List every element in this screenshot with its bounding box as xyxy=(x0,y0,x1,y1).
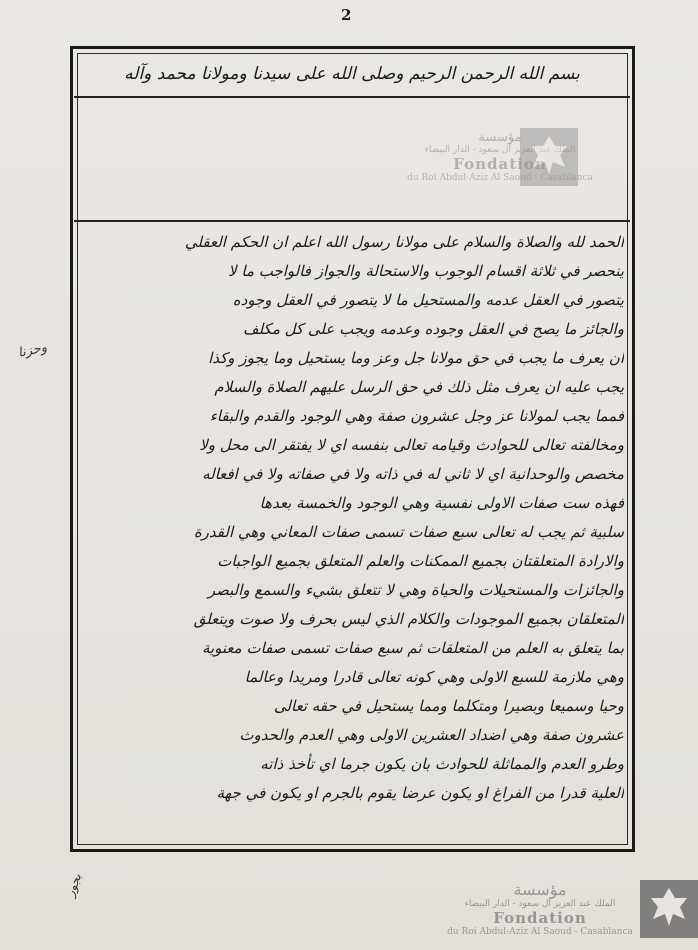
text-line: فمما يجب لمولانا عز وجل عشرون صفة وهي الوجود والقدم والبقاء xyxy=(209,407,624,425)
text-line: سلبية ثم يجب له تعالى سبع صفات تسمى صفات المعاني وهي القدرة xyxy=(193,523,624,541)
text-line: والجائزات والمستحيلات والحياة وهي لا تتعلق بشيء والسمع والبصر xyxy=(207,581,624,599)
watermark-latin-sub: du Roi Abdul-Aziz Al Saoud - Casablanca xyxy=(407,173,593,183)
text-line: وهي ملازمة للسبع الاولى وهي كونه تعالى قادرا ومريدا وعالما xyxy=(244,668,624,686)
watermark-arabic-sub: الملك عبد العزيز آل سعود - الدار البيضاء xyxy=(424,145,576,155)
text-line: الحمد لله والصلاة والسلام على مولانا رسول الله اعلم ان الحكم العقلي xyxy=(184,233,624,251)
text-line: وطرو العدم والمماثلة للحوادث بان يكون جرما اي تأخذ ذاته xyxy=(260,755,624,773)
text-line: والارادة المتعلقتان بجميع الممكنات والعلم المتعلق بجميع الواجبات xyxy=(217,552,624,570)
margin-note: وحزنا xyxy=(16,340,49,361)
page-number: 2 xyxy=(341,6,352,24)
text-line: العلية قدرا من الفراغ او يكون عرضا يقوم بالجرم او يكون في جهة xyxy=(216,784,624,802)
text-line: فهذه ست صفات الاولى نفسية وهي الوجود والخمسة بعدها xyxy=(259,494,624,512)
catchword: بجور xyxy=(63,871,85,899)
watermark-arabic: مؤسسة xyxy=(478,130,522,145)
watermark-arabic-sub: الملك عبد العزيز آل سعود - الدار البيضاء xyxy=(464,899,616,909)
text-line: والجائز ما يصح في العقل وجوده وعدمه ويجب على كل مكلف xyxy=(243,320,624,338)
text-line: ينحصر في ثلاثة اقسام الوجوب والاستحالة والجواز فالواجب ما لا xyxy=(228,262,624,280)
text-line: ومخالفته تعالى للحوادث وقيامه تعالى بنفسه اي لا يفتقر الى محل ولا xyxy=(199,436,624,454)
text-line: وحيا وسميعا وبصيرا ومتكلما ومما يستحيل في حقه تعالى xyxy=(273,697,624,715)
foundation-emblem-icon xyxy=(520,128,578,186)
text-line: يجب عليه ان يعرف مثل ذلك في حق الرسل عليهم الصلاة والسلام xyxy=(214,378,624,396)
watermark xyxy=(435,880,645,937)
foundation-emblem-icon xyxy=(640,880,698,938)
text-line: يتصور في العقل عدمه والمستحيل ما لا يتصور في العقل وجوده xyxy=(232,291,624,309)
text-line: ان يعرف ما يجب في حق مولانا جل وعز وما يستحيل وما يجوز وكذا xyxy=(208,349,624,367)
body-text xyxy=(80,228,624,820)
header-box xyxy=(74,52,630,98)
watermark-arabic: مؤسسة xyxy=(513,880,567,899)
watermark-name: Fondation xyxy=(493,909,587,927)
text-line: بما يتعلق به العلم من المتعلقات ثم سبع صفات تسمى صفات معنوية xyxy=(201,639,624,657)
text-line: عشرون صفة وهي اضداد العشرين الاولى وهي العدم والحدوث xyxy=(239,726,624,744)
text-line: مخصص والوحدانية اي لا ثاني له في ذاته ولا في صفاته ولا في افعاله xyxy=(202,465,624,483)
text-line: المتعلقان بجميع الموجودات والكلام الذي ليس بحرف ولا صوت ويتعلق xyxy=(193,610,624,628)
watermark-name: Fondation xyxy=(453,155,547,173)
watermark-latin-sub: du Roi Abdul-Aziz Al Saoud - Casablanca xyxy=(447,927,633,937)
basmala-line: بسم الله الرحمن الرحيم وصلى الله على سيدنا ومولانا محمد وآله xyxy=(124,64,580,84)
